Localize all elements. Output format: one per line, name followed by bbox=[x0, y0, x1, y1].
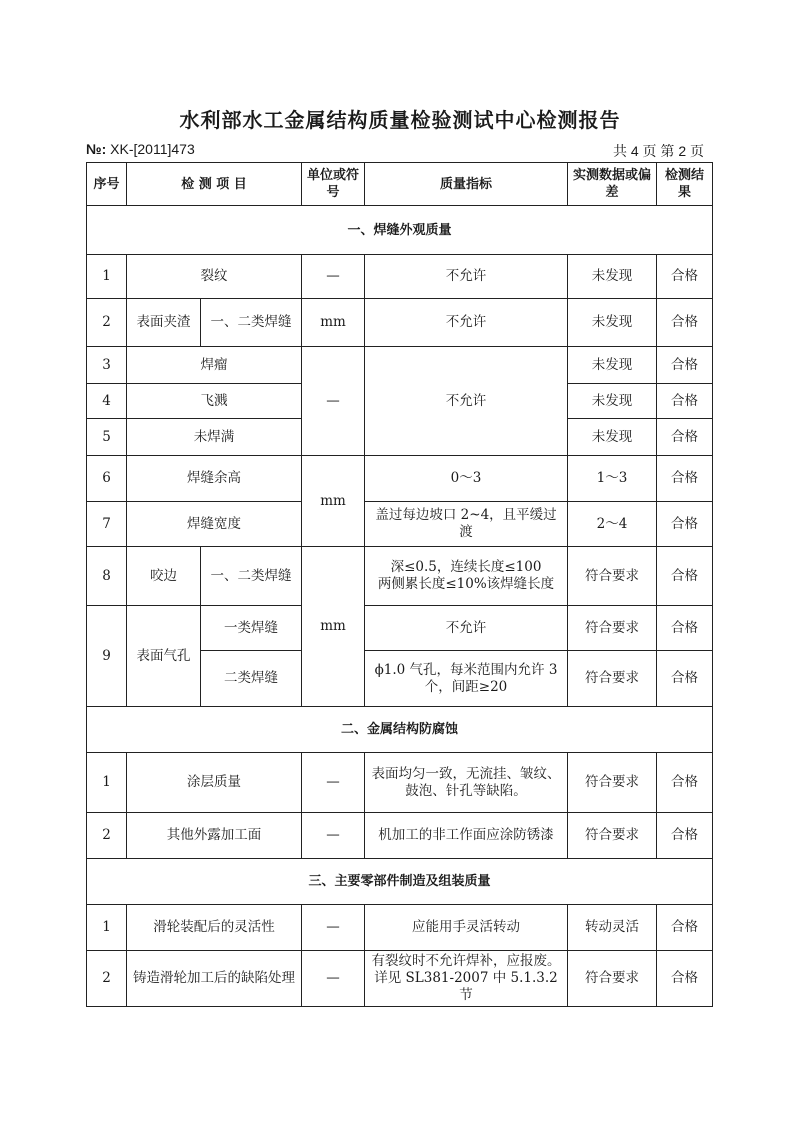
row-result: 合格 bbox=[657, 347, 713, 384]
row-item: 焊缝宽度 bbox=[127, 502, 302, 547]
row-result: 合格 bbox=[657, 419, 713, 456]
header-measured: 实测数据或偏差 bbox=[568, 163, 657, 206]
row-unit: — bbox=[302, 255, 365, 299]
row-measured: 1～3 bbox=[568, 456, 657, 502]
report-number-value: XK-[2011]473 bbox=[110, 141, 195, 157]
row-standard: 盖过每边坡口 2~4，且平缓过渡 bbox=[365, 502, 568, 547]
row-result: 合格 bbox=[657, 502, 713, 547]
section-row bbox=[87, 859, 713, 905]
section-title: 一、焊缝外观质量 bbox=[87, 206, 713, 255]
row-unit: — bbox=[302, 813, 365, 859]
table-row bbox=[87, 456, 713, 502]
standard-line: 两侧累长度≤10%该焊缝长度 bbox=[377, 576, 555, 592]
row-measured: 符合要求 bbox=[568, 651, 657, 707]
row-unit: mm bbox=[302, 547, 365, 707]
row-no: 2 bbox=[87, 299, 127, 347]
table-row bbox=[87, 502, 713, 547]
standard-line: 深≤0.5，连续长度≤100 bbox=[390, 559, 542, 575]
row-subitem: 二类焊缝 bbox=[201, 651, 302, 707]
header-unit: 单位或符号 bbox=[302, 163, 365, 206]
header-seq: 序号 bbox=[87, 163, 127, 206]
page-info: 共 4 页 第 2 页 bbox=[612, 143, 704, 159]
table-row bbox=[87, 347, 713, 384]
row-measured: 未发现 bbox=[568, 419, 657, 456]
row-result: 合格 bbox=[657, 299, 713, 347]
row-standard: 0～3 bbox=[365, 456, 568, 502]
row-item: 未焊满 bbox=[127, 419, 302, 456]
row-unit: — bbox=[302, 905, 365, 951]
table-row bbox=[87, 606, 713, 651]
section-row bbox=[87, 206, 713, 255]
row-item: 其他外露加工面 bbox=[127, 813, 302, 859]
row-unit: mm bbox=[302, 299, 365, 347]
row-measured: 未发现 bbox=[568, 255, 657, 299]
row-no: 2 bbox=[87, 951, 127, 1007]
row-result: 合格 bbox=[657, 951, 713, 1007]
report-number bbox=[86, 141, 195, 157]
row-measured: 未发现 bbox=[568, 347, 657, 384]
row-no: 8 bbox=[87, 547, 127, 606]
row-standard: 应能用手灵活转动 bbox=[365, 905, 568, 951]
row-measured: 转动灵活 bbox=[568, 905, 657, 951]
table-row bbox=[87, 813, 713, 859]
row-no: 1 bbox=[87, 905, 127, 951]
row-item: 裂纹 bbox=[127, 255, 302, 299]
row-no: 1 bbox=[87, 255, 127, 299]
row-standard: 表面均匀一致，无流挂、皱纹、鼓泡、针孔等缺陷。 bbox=[365, 753, 568, 813]
row-result: 合格 bbox=[657, 905, 713, 951]
row-measured: 2～4 bbox=[568, 502, 657, 547]
report-number-label: №: bbox=[86, 141, 107, 157]
row-unit: mm bbox=[302, 456, 365, 547]
section-title: 二、金属结构防腐蚀 bbox=[87, 707, 713, 753]
standard-line: 详见 SL381-2007 中 5.1.3.2 节 bbox=[374, 970, 558, 1003]
inspection-table bbox=[86, 162, 713, 1007]
row-measured: 符合要求 bbox=[568, 951, 657, 1007]
header-result: 检测结果 bbox=[657, 163, 713, 206]
table-row bbox=[87, 547, 713, 606]
row-item: 铸造滑轮加工后的缺陷处理 bbox=[127, 951, 302, 1007]
row-measured: 符合要求 bbox=[568, 547, 657, 606]
row-item: 涂层质量 bbox=[127, 753, 302, 813]
row-result: 合格 bbox=[657, 813, 713, 859]
row-no: 5 bbox=[87, 419, 127, 456]
table-row bbox=[87, 905, 713, 951]
row-standard bbox=[365, 547, 568, 606]
row-standard: 不允许 bbox=[365, 299, 568, 347]
standard-line: 有裂纹时不允许焊补，应报废。 bbox=[371, 953, 561, 969]
row-no: 4 bbox=[87, 384, 127, 419]
row-standard: 不允许 bbox=[365, 347, 568, 456]
report-title: 水利部水工金属结构质量检验测试中心检测报告 bbox=[179, 108, 621, 132]
row-no: 1 bbox=[87, 753, 127, 813]
row-no: 7 bbox=[87, 502, 127, 547]
row-standard bbox=[365, 951, 568, 1007]
row-subitem: 一、二类焊缝 bbox=[201, 547, 302, 606]
row-no: 3 bbox=[87, 347, 127, 384]
row-result: 合格 bbox=[657, 753, 713, 813]
row-measured: 符合要求 bbox=[568, 753, 657, 813]
row-result: 合格 bbox=[657, 547, 713, 606]
table-row bbox=[87, 255, 713, 299]
row-item: 焊缝余高 bbox=[127, 456, 302, 502]
row-standard: 不允许 bbox=[365, 255, 568, 299]
row-unit: — bbox=[302, 347, 365, 456]
row-standard: 不允许 bbox=[365, 606, 568, 651]
row-result: 合格 bbox=[657, 456, 713, 502]
table-header-row bbox=[87, 163, 713, 206]
row-standard: 机加工的非工作面应涂防锈漆 bbox=[365, 813, 568, 859]
section-row bbox=[87, 707, 713, 753]
row-result: 合格 bbox=[657, 384, 713, 419]
row-measured: 符合要求 bbox=[568, 606, 657, 651]
row-item: 表面气孔 bbox=[127, 606, 201, 707]
row-measured: 未发现 bbox=[568, 384, 657, 419]
row-standard: ϕ1.0 气孔，每米范围内允许 3 个，间距≥20 bbox=[365, 651, 568, 707]
table-row bbox=[87, 951, 713, 1007]
header-item: 检 测 项 目 bbox=[127, 163, 302, 206]
row-subitem: 一类焊缝 bbox=[201, 606, 302, 651]
row-item: 表面夹渣 bbox=[127, 299, 201, 347]
table-row bbox=[87, 299, 713, 347]
row-unit: — bbox=[302, 951, 365, 1007]
section-title: 三、主要零部件制造及组装质量 bbox=[87, 859, 713, 905]
row-subitem: 一、二类焊缝 bbox=[201, 299, 302, 347]
row-result: 合格 bbox=[657, 606, 713, 651]
row-measured: 符合要求 bbox=[568, 813, 657, 859]
header-quality: 质量指标 bbox=[365, 163, 568, 206]
row-no: 2 bbox=[87, 813, 127, 859]
row-no: 6 bbox=[87, 456, 127, 502]
row-item: 焊瘤 bbox=[127, 347, 302, 384]
row-item: 咬边 bbox=[127, 547, 201, 606]
row-result: 合格 bbox=[657, 651, 713, 707]
row-item: 滑轮装配后的灵活性 bbox=[127, 905, 302, 951]
row-unit: — bbox=[302, 753, 365, 813]
row-no: 9 bbox=[87, 606, 127, 707]
row-measured: 未发现 bbox=[568, 299, 657, 347]
row-result: 合格 bbox=[657, 255, 713, 299]
table-row bbox=[87, 753, 713, 813]
row-item: 飞溅 bbox=[127, 384, 302, 419]
